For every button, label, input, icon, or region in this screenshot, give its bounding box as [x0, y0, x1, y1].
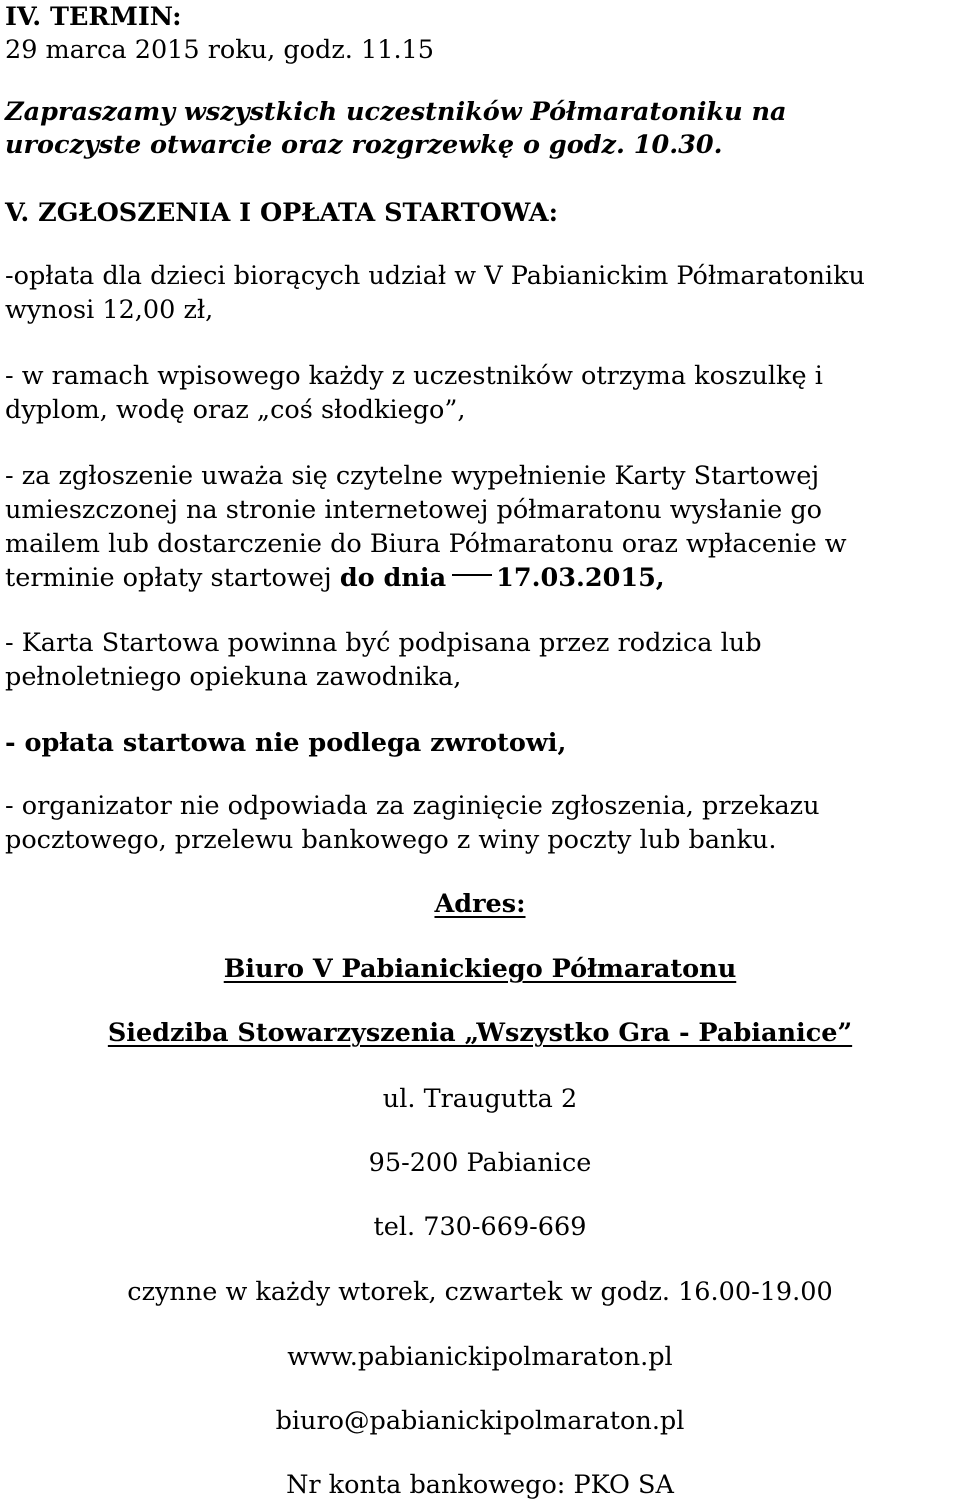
association-seat: Siedziba Stowarzyszenia „Wszystko Gra - Pabianice” — [107, 1018, 853, 1048]
deadline-date: 17.03.2015, — [496, 563, 665, 593]
website-link[interactable]: www.pabianickipolmaraton.pl — [287, 1342, 673, 1372]
address-heading: Adres: — [434, 889, 526, 919]
section-heading-zgloszenia: V. ZGŁOSZENIA I OPŁATA STARTOWA: — [5, 198, 559, 228]
phone-number: tel. 730-669-669 — [373, 1212, 587, 1242]
email-link[interactable]: biuro@pabianickipolmaraton.pl — [275, 1406, 685, 1436]
fee-line-2: wynosi 12,00 zł, — [5, 295, 214, 325]
card-line-2: pełnoletniego opiekuna zawodnika, — [5, 662, 462, 692]
liability-line-2: pocztowego, przelewu bankowego z winy poczty lub banku. — [5, 825, 777, 855]
entry-line-2: umieszczonej na stronie internetowej półmaratonu wysłanie go — [5, 495, 823, 525]
entry-line-4 — [5, 561, 665, 595]
entry-line-3: mailem lub dostarczenie do Biura Półmaratonu oraz wpłacenie w — [5, 529, 847, 559]
fee-line-1: -opłata dla dzieci biorących udział w V Pabianickim Półmaratoniku — [5, 261, 865, 291]
pack-line-1: - w ramach wpisowego każdy z uczestników otrzyma koszulkę i — [5, 361, 823, 391]
city-address: 95-200 Pabianice — [368, 1148, 592, 1178]
entry-line-4-text: terminie opłaty startowej — [5, 563, 340, 593]
refund-notice: - opłata startowa nie podlega zwrotowi, — [5, 728, 567, 758]
event-date: 29 marca 2015 roku, godz. 11.15 — [5, 35, 434, 65]
street-address: ul. Traugutta 2 — [382, 1084, 578, 1114]
deadline-dash — [452, 574, 492, 576]
section-heading-termin: IV. TERMIN: — [5, 2, 182, 32]
pack-line-2: dyplom, wodę oraz „coś słodkiego”, — [5, 395, 466, 425]
office-name: Biuro V Pabianickiego Półmaratonu — [223, 954, 737, 984]
invitation-line-2: uroczyste otwarcie oraz rozgrzewkę o godz. 10.30. — [5, 130, 723, 160]
office-hours: czynne w każdy wtorek, czwartek w godz. 16.00-19.00 — [127, 1277, 833, 1307]
liability-line-1: - organizator nie odpowiada za zaginięcie zgłoszenia, przekazu — [5, 791, 820, 821]
entry-line-1: - za zgłoszenie uważa się czytelne wypełnienie Karty Startowej — [5, 461, 820, 491]
deadline-label: do dnia — [339, 563, 447, 593]
card-line-1: - Karta Startowa powinna być podpisana przez rodzica lub — [5, 628, 762, 658]
bank-account: Nr konta bankowego: PKO SA — [286, 1470, 674, 1500]
invitation-line-1: Zapraszamy wszystkich uczestników Półmaratoniku na — [5, 97, 787, 127]
